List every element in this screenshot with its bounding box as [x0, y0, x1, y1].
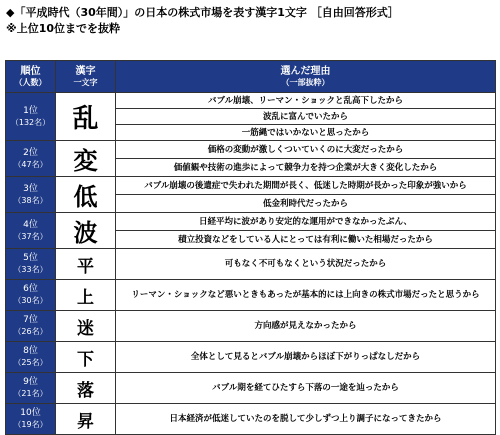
- table-row: [6, 373, 496, 404]
- table-row: [6, 342, 496, 373]
- reason-cell: 日経平均に波があり安定的な運用ができなかったぶん、: [116, 213, 496, 231]
- rank-cell: [6, 141, 56, 177]
- rank-position: 4位: [23, 219, 38, 230]
- rank-cell: [6, 342, 56, 373]
- table-row: [6, 404, 496, 435]
- rank-position: 3位: [23, 183, 38, 194]
- kanji-cell: 上: [56, 280, 116, 311]
- reason-cell: 可もなく不可もなくという状況だったから: [116, 249, 496, 280]
- table-body: [6, 93, 496, 435]
- reason-cell: 全体として見るとバブル崩壊からほぼ下がりっぱなしだから: [116, 342, 496, 373]
- reason-cell: 一筋縄ではいかないと思ったから: [116, 125, 496, 141]
- rank-count: （38名）: [13, 195, 48, 205]
- reason-cell: バブル崩壊の後遺症で失われた期間が長く、低迷した時期が長かった印象が強いから: [116, 177, 496, 195]
- rank-count: （30名）: [13, 296, 48, 305]
- reason-cell: バブル崩壊、リーマン・ショックと乱高下したから: [116, 93, 496, 109]
- kanji-cell: 波: [56, 213, 116, 249]
- reason-cell: 波乱に富んでいたから: [116, 109, 496, 125]
- kanji-cell: 乱: [56, 93, 116, 141]
- reason-cell: 方向感が見えなかったから: [116, 311, 496, 342]
- rank-cell: [6, 93, 56, 141]
- kanji-cell: 下: [56, 342, 116, 373]
- rank-cell: [6, 249, 56, 280]
- rank-position: 8位: [23, 346, 38, 356]
- kanji-header-label: 漢字: [75, 65, 96, 77]
- rank-position: 5位: [23, 253, 38, 263]
- reason-header-label: 選んだ理由: [280, 65, 331, 77]
- rank-column-header: [6, 61, 56, 93]
- table-row: [6, 311, 496, 342]
- rank-cell: [6, 177, 56, 213]
- table-row: [6, 280, 496, 311]
- table-header-row: [6, 61, 496, 93]
- kanji-cell: 変: [56, 141, 116, 177]
- rank-count: （47名）: [13, 159, 48, 169]
- rank-position: 6位: [23, 284, 38, 294]
- reason-cell: 価格の変動が激しくついていくのに大変だったから: [116, 141, 496, 159]
- rank-count: （21名）: [13, 389, 48, 398]
- rank-count: （19名）: [13, 420, 48, 429]
- reason-cell: 価値観や技術の進歩によって競争力を持つ企業が大きく変化したから: [116, 159, 496, 177]
- rank-cell: [6, 311, 56, 342]
- table-row: [6, 249, 496, 280]
- reason-cell: 低金利時代だったから: [116, 195, 496, 213]
- rank-count: （26名）: [13, 327, 48, 336]
- kanji-cell: 低: [56, 177, 116, 213]
- reason-cell: バブル期を経てひたすら下落の一途を辿ったから: [116, 373, 496, 404]
- rank-header-sublabel: （人数）: [14, 77, 47, 87]
- kanji-header-sublabel: 一文字: [73, 77, 98, 87]
- rank-position: 10位: [20, 408, 41, 418]
- reason-cell: リーマン・ショックなど悪いときもあったが基本的には上向きの株式市場だったと思うから: [116, 280, 496, 311]
- page-subtitle: ※上位10位までを抜粋: [6, 22, 121, 35]
- rank-position: 7位: [23, 315, 38, 325]
- table-row: [6, 177, 496, 195]
- rank-position: 9位: [23, 377, 38, 387]
- kanji-column-header: [56, 61, 116, 93]
- ranking-table: [5, 60, 496, 435]
- reason-cell: 日本経済が低迷していたのを脱して少しずつ上り調子になってきたから: [116, 404, 496, 435]
- page-title: ◆「平成時代（30年間）」の日本の株式市場を表す漢字1文字 ［自由回答形式］: [6, 6, 399, 19]
- rank-count: （37名）: [13, 231, 48, 241]
- reason-cell: 積立投資などをしている人にとっては有利に働いた相場だったから: [116, 231, 496, 249]
- reason-header-sublabel: （一部抜粋）: [281, 77, 330, 87]
- reason-column-header: [116, 61, 496, 93]
- rank-cell: [6, 280, 56, 311]
- rank-position: 1位: [23, 105, 38, 116]
- rank-cell: [6, 213, 56, 249]
- table-row: [6, 93, 496, 109]
- rank-count: （132名）: [10, 117, 51, 127]
- rank-count: （33名）: [13, 265, 48, 274]
- kanji-cell: 昇: [56, 404, 116, 435]
- rank-header-label: 順位: [20, 65, 41, 77]
- kanji-cell: 迷: [56, 311, 116, 342]
- rank-count: （25名）: [13, 358, 48, 367]
- kanji-cell: 平: [56, 249, 116, 280]
- rank-cell: [6, 404, 56, 435]
- table-row: [6, 141, 496, 159]
- kanji-cell: 落: [56, 373, 116, 404]
- rank-cell: [6, 373, 56, 404]
- table-row: [6, 213, 496, 231]
- rank-position: 2位: [23, 147, 38, 158]
